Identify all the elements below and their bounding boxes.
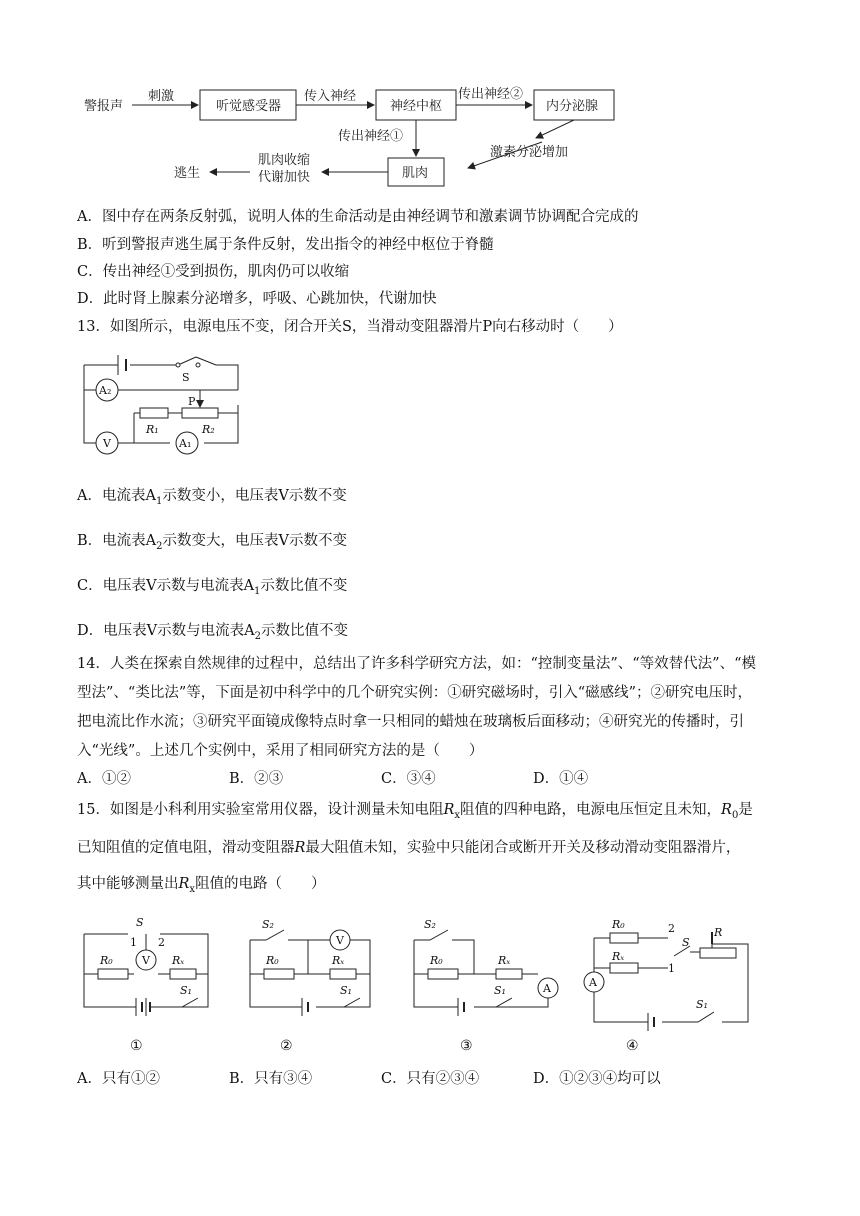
svg-text:R₀: R₀ — [266, 954, 279, 967]
q14-stem-line-2: 型法”、“类比法”等，下面是初中科学中的几个研究实例：①研究磁场时，引入“磁感线”；②研究电压时， — [77, 685, 753, 701]
q15-option-b: B．只有③④ — [229, 1071, 313, 1087]
q14-option-d: D．①④ — [533, 771, 589, 787]
q13-circuit — [78, 345, 248, 465]
svg-text:A: A — [543, 982, 551, 995]
svg-text:R₀: R₀ — [100, 954, 113, 967]
flow-escape: 逃生 — [174, 166, 201, 181]
q15-option-d: D．①②③④均可以 — [533, 1071, 661, 1087]
flow-contract2: 代谢加快 — [258, 170, 311, 185]
q15-circuit-2 — [250, 918, 370, 1016]
flow-efferent1: 传出神经① — [338, 129, 404, 144]
q13-option-c: C．电压表V示数与电流表$A_1$示数比值不变 — [77, 578, 348, 597]
flow-receptor: 听觉感受器 — [216, 99, 282, 114]
q12-option-d: D．此时肾上腺素分泌增多，呼吸、心跳加快，代谢加快 — [77, 291, 437, 307]
flow-efferent2: 传出神经② — [458, 87, 524, 102]
q15-stem-line-1: 15．如图是小科利用实验室常用仪器，设计测量未知电阻$R_x$阻值的四种电路，电源电压恒定且未知，$R_0$是 — [77, 802, 753, 821]
q15-circuit-1 — [84, 916, 208, 1016]
flow-contract1: 肌肉收缩 — [258, 153, 311, 168]
svg-text:1: 1 — [668, 962, 675, 975]
svg-text:V: V — [336, 934, 344, 947]
q13-option-d: D．电压表V示数与电流表$A_2$示数比值不变 — [77, 623, 348, 642]
q13-option-b: B．电流表$A_2$示数变大，电压表V示数不变 — [77, 533, 347, 552]
q14-stem-line-1: 14．人类在探索自然规律的过程中，总结出了许多科学研究方法，如：“控制变量法”、“等效替代法”、“模 — [77, 656, 757, 672]
svg-text:V: V — [142, 954, 150, 967]
svg-text:S₂: S₂ — [424, 918, 436, 931]
q15-option-a: A．只有①② — [77, 1071, 160, 1087]
svg-text:2: 2 — [668, 922, 675, 935]
q14-stem-line-4: 入“光线”。上述几个实例中，采用了相同研究方法的是（ ） — [77, 743, 484, 759]
q15-circuit-3 — [414, 918, 558, 1016]
q14-option-b: B．②③ — [229, 771, 284, 787]
q14-option-a: A．①② — [77, 771, 131, 787]
q12-option-c: C．传出神经①受到损伤，肌肉仍可以收缩 — [77, 264, 350, 280]
q15-option-c: C．只有②③④ — [381, 1071, 480, 1087]
svg-text:R₀: R₀ — [612, 918, 625, 931]
q15-circuit-label-2: ② — [280, 1038, 293, 1054]
q15-circuit-label-3: ③ — [460, 1038, 473, 1054]
q14-option-c: C．③④ — [381, 771, 436, 787]
flow-alarm: 警报声 — [84, 99, 124, 114]
q15-stem-line-2: 已知阻值的定值电阻，滑动变阻器R最大阻值未知，实验中只能闭合或断开开关及移动滑动变阻器滑片， — [77, 840, 741, 856]
q13-label-r2: R₂ — [202, 423, 215, 436]
svg-text:S₁: S₁ — [494, 984, 506, 997]
svg-text:S: S — [682, 936, 690, 949]
flow-afferent: 传入神经 — [304, 89, 357, 104]
svg-text:S: S — [136, 916, 144, 929]
q13-label-s: S — [182, 371, 190, 384]
q15-options — [77, 1067, 777, 1088]
q15-stem-line-3: 其中能够测量出$R_x$阻值的电路（ ） — [77, 876, 326, 895]
q15-circuit-4 — [584, 918, 748, 1031]
q12-option-a: A．图中存在两条反射弧，说明人体的生命活动是由神经调节和激素调节协调配合完成的 — [77, 209, 639, 225]
q13-label-a2: A₂ — [99, 384, 112, 397]
q13-option-a: A．电流表$A_1$示数变小，电压表V示数不变 — [77, 488, 347, 507]
q14-stem-line-3: 把电流比作水流；③研究平面镜成像特点时拿一只相同的蜡烛在玻璃板后面移动；④研究光的传播时，引 — [77, 714, 744, 730]
q13-label-a1: A₁ — [179, 437, 192, 450]
svg-text:1: 1 — [130, 936, 137, 949]
q15-circuit-label-4: ④ — [626, 1038, 639, 1054]
svg-text:S₁: S₁ — [340, 984, 352, 997]
svg-text:R₀: R₀ — [430, 954, 443, 967]
reflex-flow-diagram — [70, 78, 630, 193]
flow-hormone: 激素分泌增加 — [490, 145, 569, 160]
q13-label-v: V — [103, 437, 111, 450]
q13-label-r1: R₁ — [146, 423, 159, 436]
flow-stimulus: 刺激 — [148, 89, 175, 104]
flow-muscle: 肌肉 — [402, 166, 429, 181]
svg-text:S₁: S₁ — [696, 998, 708, 1011]
svg-text:Rₓ: Rₓ — [498, 954, 511, 967]
svg-text:S₂: S₂ — [262, 918, 274, 931]
q15-circuits — [78, 912, 758, 1057]
svg-text:2: 2 — [158, 936, 165, 949]
svg-text:R: R — [714, 926, 723, 939]
q14-stem — [77, 650, 783, 766]
svg-text:A: A — [589, 976, 597, 989]
q13-stem: 13．如图所示，电源电压不变，闭合开关S，当滑动变阻器滑片P向右移动时（ ） — [77, 319, 623, 335]
q13-label-p: P — [188, 395, 196, 408]
flow-center: 神经中枢 — [390, 99, 443, 114]
svg-text:Rₓ: Rₓ — [612, 950, 625, 963]
q15-circuit-label-1: ① — [130, 1038, 143, 1054]
svg-text:Rₓ: Rₓ — [332, 954, 345, 967]
q14-options — [77, 767, 777, 788]
svg-text:S₁: S₁ — [180, 984, 192, 997]
svg-text:Rₓ: Rₓ — [172, 954, 185, 967]
flow-gland: 内分泌腺 — [546, 99, 599, 114]
q12-option-b: B．听到警报声逃生属于条件反射，发出指令的神经中枢位于脊髓 — [77, 237, 494, 253]
